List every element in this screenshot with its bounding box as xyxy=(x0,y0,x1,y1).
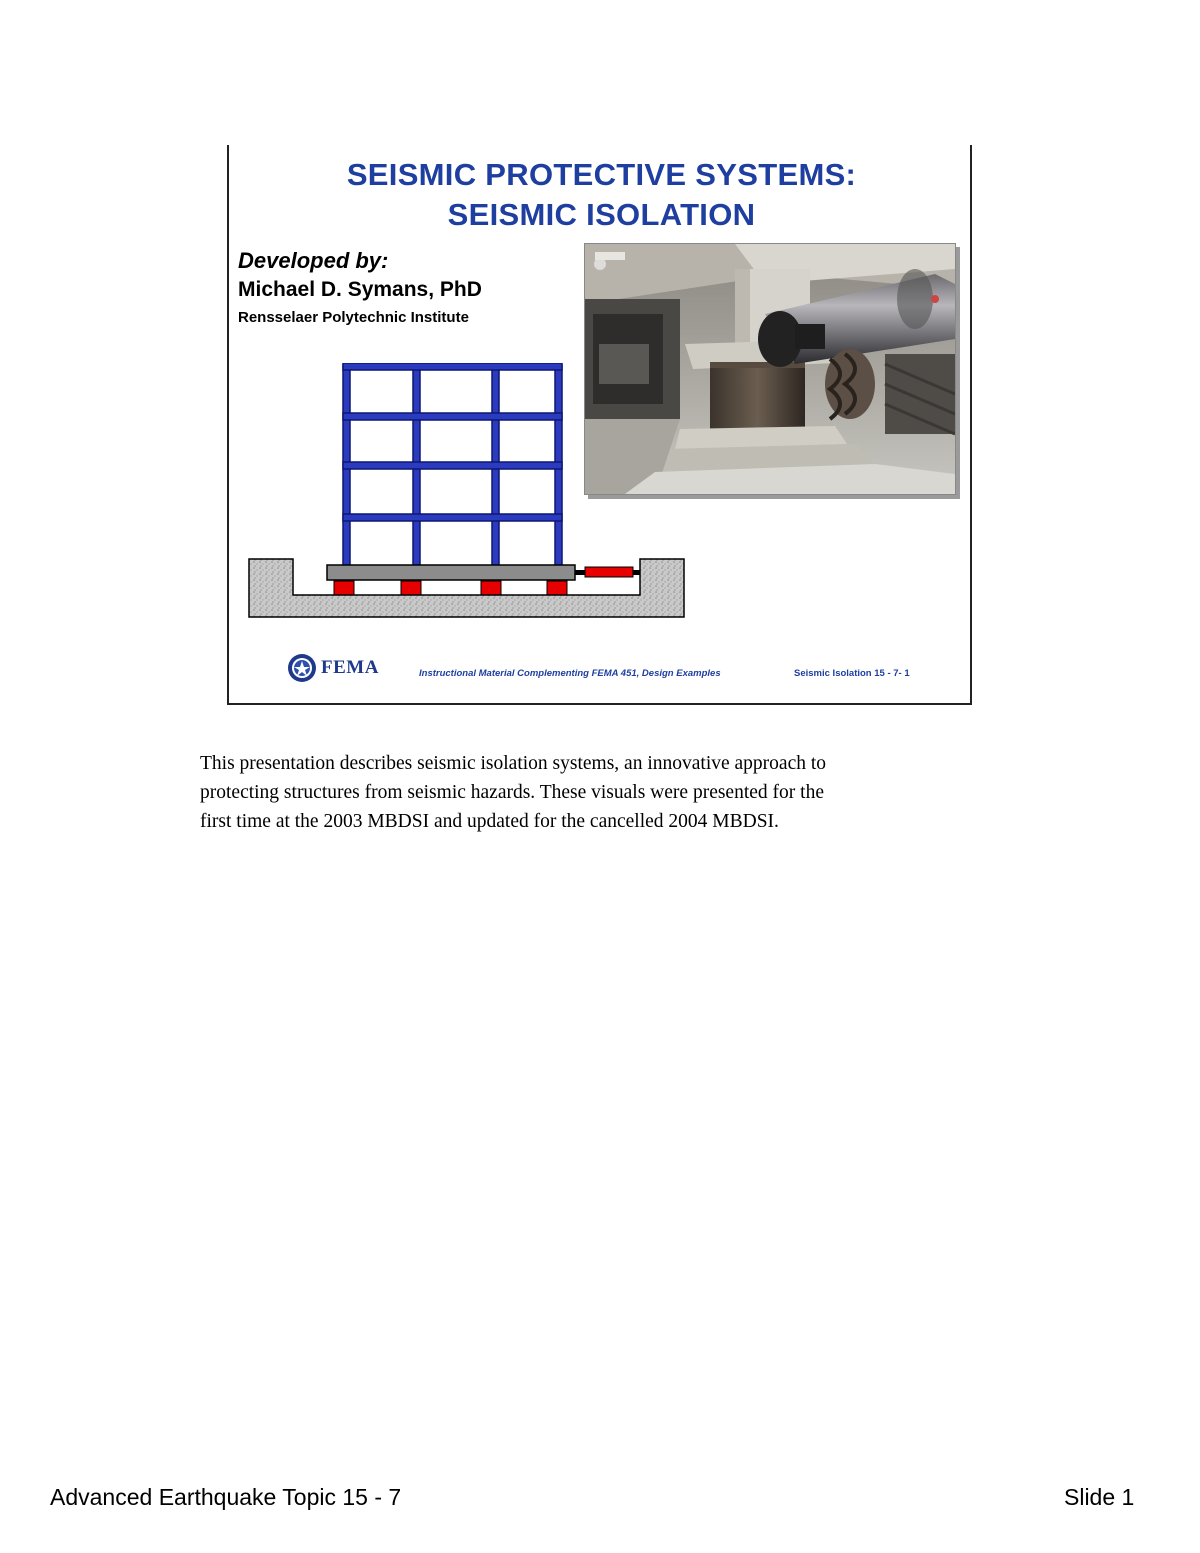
speaker-notes xyxy=(200,749,1000,836)
base-slab xyxy=(327,565,575,580)
notes-line-2: protecting structures from seismic hazards. These visuals were presented for the xyxy=(200,782,824,803)
page-footer-slide-number: Slide 1 xyxy=(1064,1484,1135,1510)
author-name: Michael D. Symans, PhD xyxy=(238,278,482,301)
author-affiliation: Rensselaer Polytechnic Institute xyxy=(238,309,469,326)
slide-title xyxy=(229,155,974,235)
fema-logo-text: FEMA xyxy=(321,657,379,678)
slide-footer-caption: Instructional Material Complementing FEMA 451, Design Examples xyxy=(419,668,721,679)
notes-line-1: This presentation describes seismic isolation systems, an innovative approach to xyxy=(200,753,827,774)
slide xyxy=(227,145,972,705)
building-frame xyxy=(343,363,562,569)
slide-title-line-1: SEISMIC PROTECTIVE SYSTEMS: xyxy=(346,157,857,192)
page-footer-topic: Advanced Earthquake Topic 15 - 7 xyxy=(50,1484,402,1510)
fema-seal-icon xyxy=(287,653,317,683)
damper xyxy=(575,567,643,577)
notes-line-3: first time at the 2003 MBDSI and updated for the cancelled 2004 MBDSI. xyxy=(200,811,779,832)
isolators xyxy=(334,581,567,595)
slide-number-label: Seismic Isolation 15 - 7- 1 xyxy=(794,668,910,679)
isolated-building-diagram xyxy=(247,363,692,623)
slide-title-line-2: SEISMIC ISOLATION xyxy=(447,197,756,232)
developed-by-label: Developed by: xyxy=(238,248,389,273)
fema-logo xyxy=(287,653,379,683)
